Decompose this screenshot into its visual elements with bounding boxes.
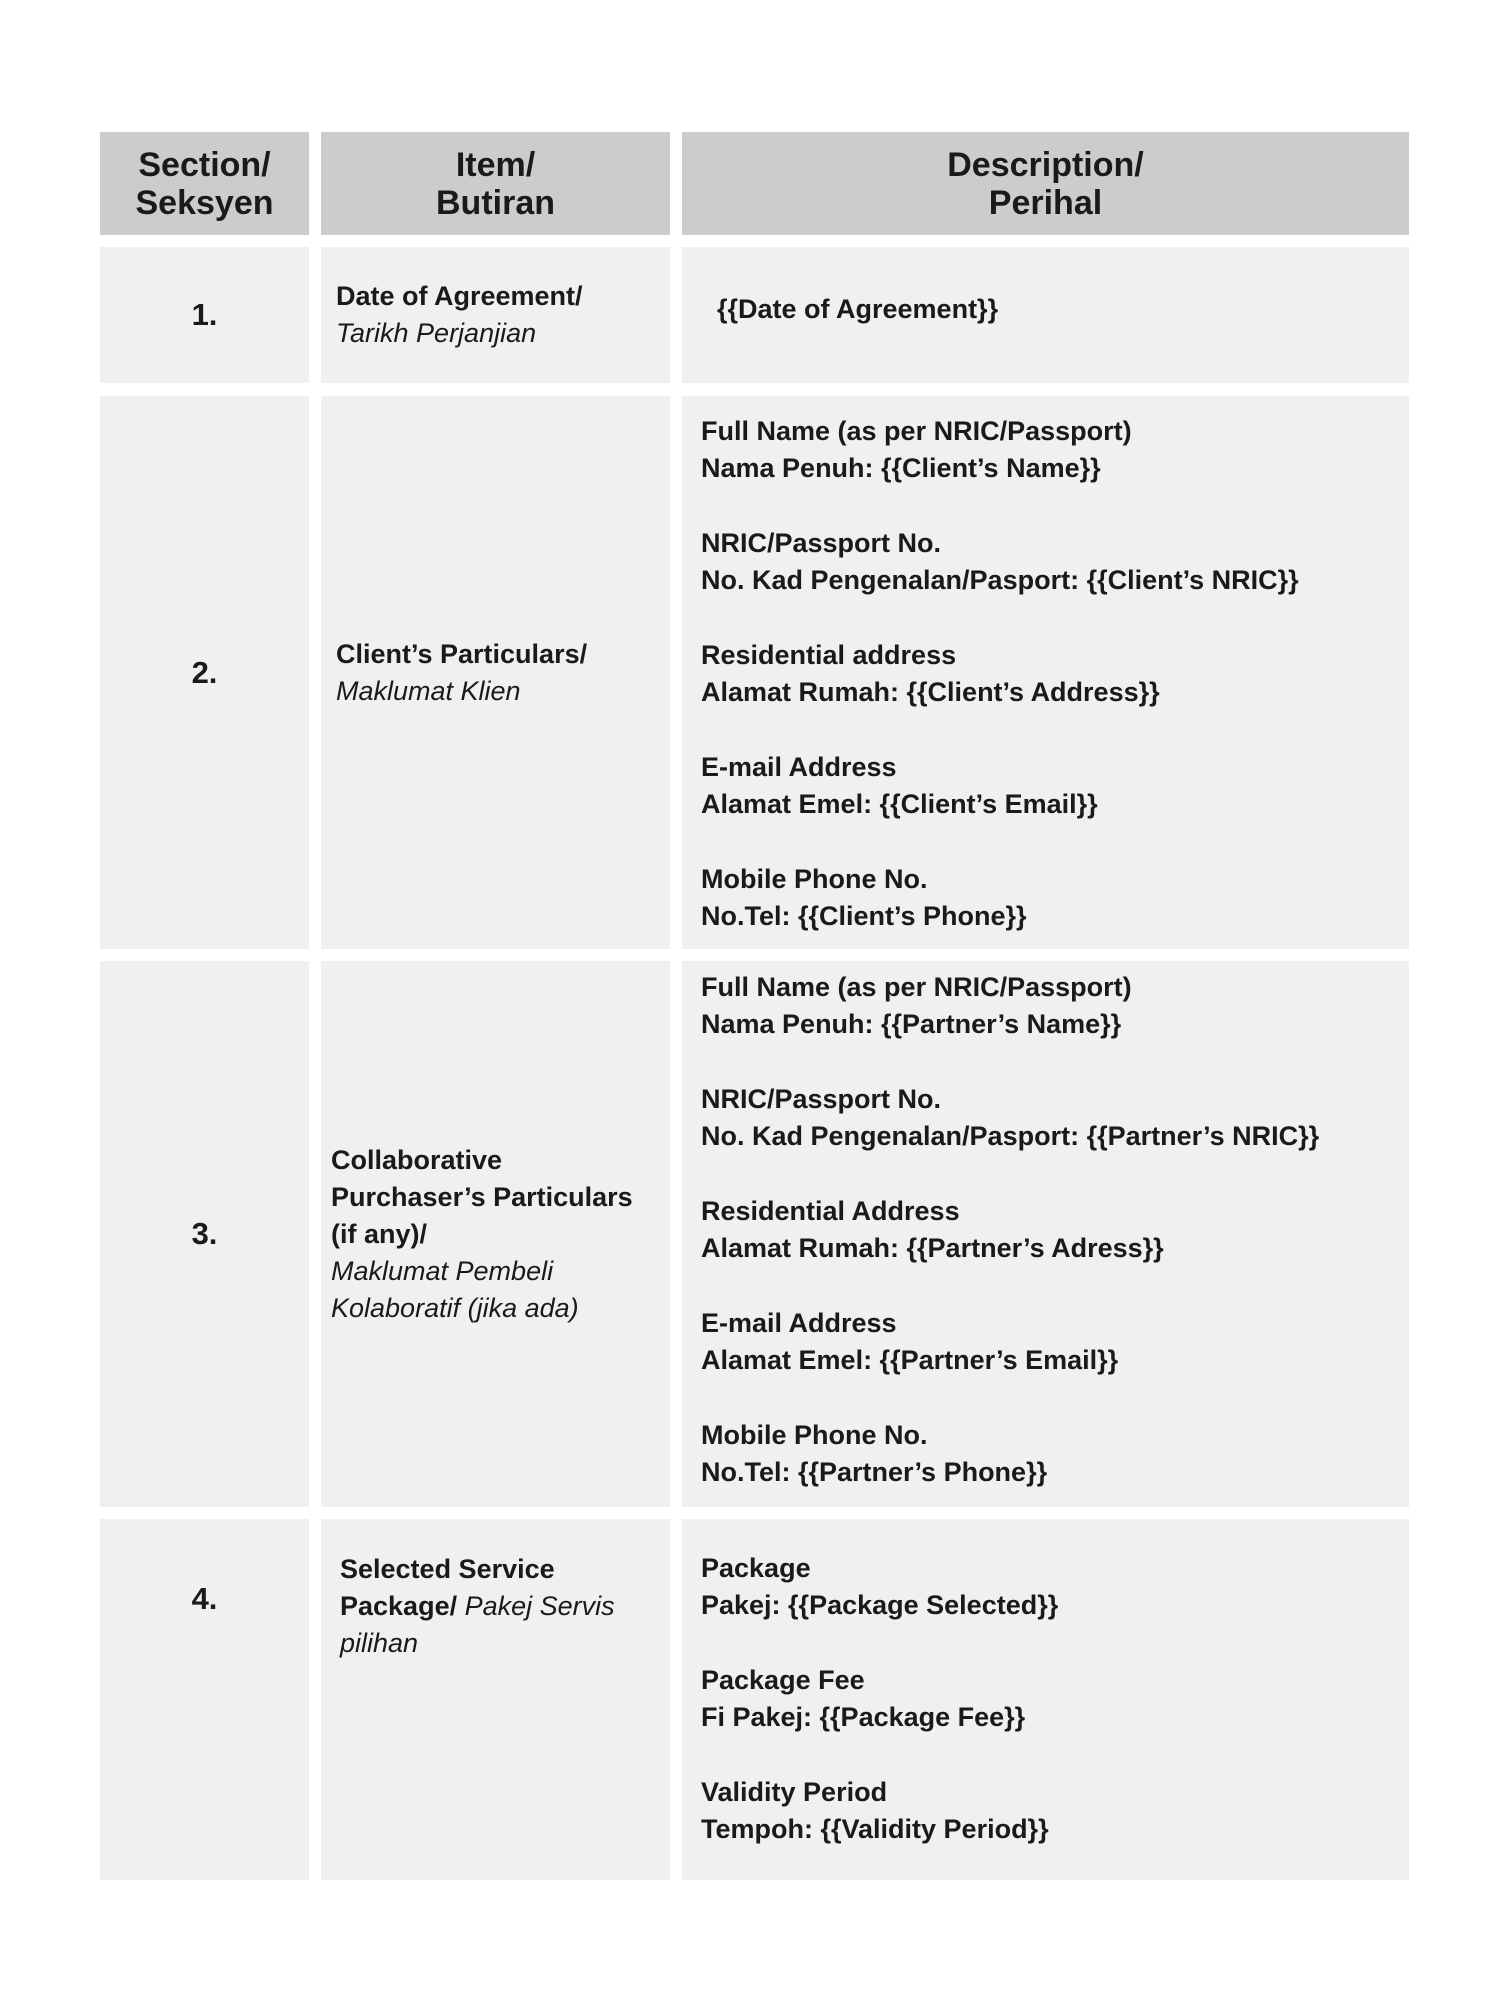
partner-address-label: Residential Address [701, 1196, 960, 1226]
partner-nric-label: NRIC/Passport No. [701, 1084, 942, 1114]
client-nric-field [701, 525, 1409, 599]
client-full-name-label: Full Name (as per NRIC/Passport) [701, 416, 1132, 446]
partner-email-label: E-mail Address [701, 1308, 897, 1338]
description-cell-4 [682, 1519, 1409, 1880]
client-address-value: Alamat Rumah: {{Client’s Address}} [701, 677, 1160, 707]
partner-full-name-field [701, 969, 1409, 1043]
partner-full-name-value: Nama Penuh: {{Partner’s Name}} [701, 1009, 1122, 1039]
validity-period-value: Tempoh: {{Validity Period}} [701, 1814, 1049, 1844]
partner-phone-field [701, 1417, 1409, 1491]
partner-nric-value: No. Kad Pengenalan/Pasport: {{Partner’s NRIC}} [701, 1121, 1320, 1151]
validity-period-field [701, 1774, 1409, 1848]
item-4-english-line-2: Package/ [340, 1591, 458, 1621]
header-section-line-2: Seksyen [135, 183, 274, 222]
description-cell-1 [682, 247, 1409, 383]
header-description-line-2: Perihal [988, 183, 1103, 222]
section-number-4-text: 4. [191, 1581, 218, 1616]
client-email-field [701, 749, 1409, 823]
header-description-cell [682, 132, 1409, 235]
header-description-line-1: Description/ [947, 145, 1144, 184]
section-number-2: 2. [100, 396, 309, 949]
partner-address-field [701, 1193, 1409, 1267]
client-email-value: Alamat Emel: {{Client’s Email}} [701, 789, 1098, 819]
client-full-name-value: Nama Penuh: {{Client’s Name}} [701, 453, 1101, 483]
client-phone-value: No.Tel: {{Client’s Phone}} [701, 901, 1027, 931]
client-nric-label: NRIC/Passport No. [701, 528, 942, 558]
package-fee-label: Package Fee [701, 1665, 865, 1695]
client-address-field [701, 637, 1409, 711]
item-3-english-line-3: (if any)/ [331, 1218, 428, 1249]
client-email-label: E-mail Address [701, 752, 897, 782]
item-cell-4 [321, 1519, 670, 1880]
item-1-english: Date of Agreement/ [336, 281, 583, 311]
item-3-english-line-2: Purchaser’s Particulars [331, 1181, 633, 1212]
item-1-malay: Tarikh Perjanjian [336, 318, 537, 348]
header-section-cell [100, 132, 309, 235]
partner-address-value: Alamat Rumah: {{Partner’s Adress}} [701, 1233, 1164, 1263]
item-3-english-line-1: Collaborative [331, 1144, 503, 1175]
description-cell-3 [682, 961, 1409, 1507]
item-4-english-line-1: Selected Service [340, 1554, 555, 1584]
package-field [701, 1550, 1409, 1624]
partner-email-field [701, 1305, 1409, 1379]
partner-phone-value: No.Tel: {{Partner’s Phone}} [701, 1457, 1048, 1487]
validity-period-label: Validity Period [701, 1777, 888, 1807]
header-item-line-2: Butiran [436, 183, 555, 222]
partner-email-value: Alamat Emel: {{Partner’s Email}} [701, 1345, 1119, 1375]
package-fee-field [701, 1662, 1409, 1736]
item-2-malay: Maklumat Klien [336, 675, 521, 706]
header-item-line-1: Item/ [455, 145, 536, 184]
item-4-malay-line-3: pilihan [340, 1628, 419, 1658]
section-number-3: 3. [100, 961, 309, 1507]
client-full-name-field [701, 413, 1409, 487]
client-phone-label: Mobile Phone No. [701, 864, 928, 894]
item-2-english: Client’s Particulars/ [336, 638, 588, 669]
section-number-1: 1. [100, 247, 309, 383]
item-cell-3 [321, 961, 670, 1507]
partner-full-name-label: Full Name (as per NRIC/Passport) [701, 972, 1132, 1002]
client-nric-value: No. Kad Pengenalan/Pasport: {{Client’s NRIC}} [701, 565, 1299, 595]
client-address-label: Residential address [701, 640, 957, 670]
package-label: Package [701, 1553, 811, 1583]
item-4-line-2 [340, 1588, 670, 1625]
item-cell-2 [321, 396, 670, 949]
package-value: Pakej: {{Package Selected}} [701, 1590, 1059, 1620]
package-fee-value: Fi Pakej: {{Package Fee}} [701, 1702, 1026, 1732]
header-section-line-1: Section/ [138, 145, 271, 184]
item-3-malay-line-2: Kolaboratif (jika ada) [331, 1292, 579, 1323]
header-item-cell [321, 132, 670, 235]
item-4-malay-inline: Pakej Servis [464, 1591, 615, 1621]
item-3-malay-line-1: Maklumat Pembeli [331, 1255, 554, 1286]
item-cell-1 [321, 247, 670, 383]
description-cell-2 [682, 396, 1409, 949]
description-1-value: {{Date of Agreement}} [717, 294, 999, 324]
partner-phone-label: Mobile Phone No. [701, 1420, 928, 1450]
partner-nric-field [701, 1081, 1409, 1155]
client-phone-field [701, 861, 1409, 935]
section-number-4 [100, 1519, 309, 1880]
